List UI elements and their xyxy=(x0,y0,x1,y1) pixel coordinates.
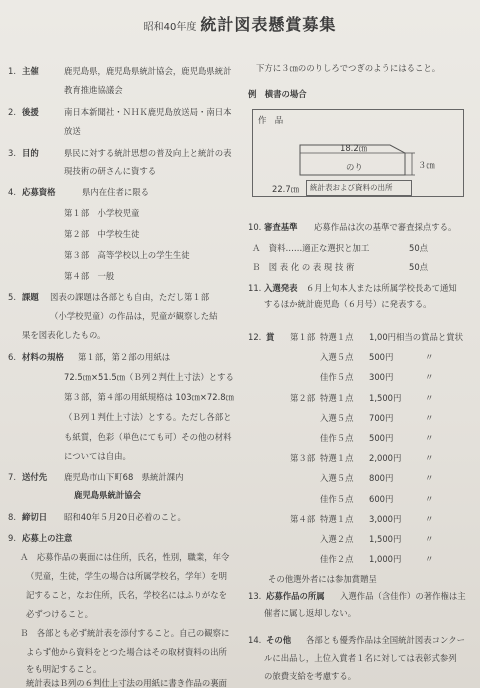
section-14-label: その他 xyxy=(266,635,292,645)
prize-division: 第３部 xyxy=(290,453,316,463)
section-14-num: 14. xyxy=(248,635,262,645)
section-4-num: 4. xyxy=(8,187,16,197)
section-4-line1: 県内在住者に限る xyxy=(82,187,149,197)
section-14-line3: の旅費支給を考慮する。 xyxy=(264,671,357,681)
section-7-line2: 鹿児島県統計協会 xyxy=(74,490,141,500)
note-b-line1: Ｂ 各部とも必ず統計表を添付すること。自己の観察に xyxy=(20,628,230,638)
section-6-line4: （Ｂ列１判仕上寸法）とする。ただし各部と xyxy=(64,412,232,422)
section-10-label: 審査基準 xyxy=(264,222,298,232)
prize-note: その他選外者には参加賞贈呈 xyxy=(268,574,377,584)
division-1: 第１部 小学校児童 xyxy=(64,208,140,218)
example-label: 例 横書の場合 xyxy=(248,89,307,99)
prize-ditto-mark: 〃 xyxy=(425,372,434,382)
prize-ditto-mark: 〃 xyxy=(425,514,434,524)
section-8-num: 8. xyxy=(8,512,16,522)
section-11-label: 入選発表 xyxy=(264,283,298,293)
section-11-line2: するほか統計鹿児島（６月号）に発表する。 xyxy=(264,299,432,309)
section-6-line1: 第１部，第２部の用紙は xyxy=(78,352,171,362)
section-6-num: 6. xyxy=(8,352,16,362)
section-2-num: 2. xyxy=(8,107,16,117)
section-6-line5: も紙質，色彩（単色にても可）その他の材料 xyxy=(64,432,232,442)
prize-grade: 特選１点 xyxy=(320,514,354,524)
prize-division: 第１部 xyxy=(290,332,316,342)
section-12-num: 12. xyxy=(248,332,262,342)
division-3: 第３部 高等学校以上の学生生徒 xyxy=(64,250,190,260)
prize-ditto-mark: 〃 xyxy=(425,473,434,483)
section-3-line2: 現技術の研さんに資する xyxy=(64,166,157,176)
prize-amount: 1,500円 xyxy=(369,534,402,544)
prize-ditto-mark: 〃 xyxy=(425,413,434,423)
section-6-line2: 72.5㎝×51.5㎝（Ｂ列２判仕上寸法）とする xyxy=(64,372,234,382)
section-9-num: 9. xyxy=(8,533,16,543)
section-13-label: 応募作品の所属 xyxy=(266,591,325,601)
prize-grade: 入選５点 xyxy=(320,352,354,362)
note-a-line1: Ａ 応募作品の裏面には住所，氏名，性別，職業，年令 xyxy=(20,552,230,562)
note-b-line3: をも明記すること。 xyxy=(26,664,102,674)
section-7-label: 送付先 xyxy=(22,472,48,482)
prize-division: 第２部 xyxy=(290,393,316,403)
section-5-line2: （小学校児童）の作品は，児童が観察した結 xyxy=(50,311,218,321)
page-title xyxy=(0,12,480,35)
prize-amount: 500円 xyxy=(369,352,394,362)
note-c-line1: 統計表はＢ列の６判仕上寸法の用紙に書き作品の裏面 xyxy=(26,678,227,688)
prize-amount: 1,00円相当の賞品と賞状 xyxy=(369,332,464,342)
section-8-line1: 昭和40年５月20日必着のこと。 xyxy=(64,512,186,522)
section-9-label: 応募上の注意 xyxy=(22,533,73,543)
section-14-line2: ルに出品し，上位入賞者１名に対しては表彰式参列 xyxy=(264,653,457,663)
section-11-num: 11. xyxy=(248,283,262,293)
section-3-line1: 県民に対する統計思想の普及向上と統計の表 xyxy=(64,148,232,158)
criteria-b-points: 50点 xyxy=(409,262,429,272)
prize-amount: 2,000円 xyxy=(369,453,402,463)
prize-amount: 800円 xyxy=(369,473,394,483)
prize-amount: 700円 xyxy=(369,413,394,423)
section-10-num: 10. xyxy=(248,222,262,232)
title-year: 昭和40年度 xyxy=(143,22,197,33)
prize-grade: 特選１点 xyxy=(320,453,354,463)
section-6-label: 材料の規格 xyxy=(22,352,64,362)
section-3-num: 3. xyxy=(8,148,16,158)
section-12-label: 賞 xyxy=(266,332,275,342)
section-6-line6: については自由。 xyxy=(64,451,131,461)
section-7-num: 7. xyxy=(8,472,16,482)
diagram-glue: のり xyxy=(346,162,363,172)
section-13-line2: 催者に属し返却しない。 xyxy=(264,608,357,618)
prize-ditto-mark: 〃 xyxy=(425,453,434,463)
section-13-num: 13. xyxy=(248,591,262,601)
section-2-label: 後援 xyxy=(22,107,39,117)
prize-grade: 特選１点 xyxy=(320,393,354,403)
prize-amount: 500円 xyxy=(369,433,394,443)
prize-grade: 特選１点 xyxy=(320,332,354,342)
section-1-num: 1. xyxy=(8,66,16,76)
section-3-label: 目的 xyxy=(22,148,39,158)
prize-ditto-mark: 〃 xyxy=(425,494,434,504)
section-1-line1: 鹿児島県，鹿児島県統計協会，鹿児島県統計 xyxy=(64,66,232,76)
right-top-line: 下方に３㎝ののりしろでつぎのようにはること。 xyxy=(256,63,441,73)
title-main: 統計図表懸賞募集 xyxy=(200,15,337,34)
section-8-label: 締切日 xyxy=(22,512,48,522)
prize-amount: 1,500円 xyxy=(369,393,402,403)
section-5-num: 5. xyxy=(8,292,16,302)
section-5-line1: 図表の課題は各部とも自由，ただし第１部 xyxy=(50,292,210,302)
prize-amount: 3,000円 xyxy=(369,514,402,524)
prize-grade: 入選２点 xyxy=(320,534,354,544)
section-5-line3: 果を図表化したもの。 xyxy=(22,330,106,340)
diagram-table-width: 22.7㎝ xyxy=(272,184,300,194)
section-1-label: 主催 xyxy=(22,66,39,76)
criteria-a-points: 50点 xyxy=(409,243,429,253)
prize-ditto-mark: 〃 xyxy=(425,393,434,403)
prize-amount: 300円 xyxy=(369,372,394,382)
note-a-line2: （児童，生徒，学生の場合は所属学校名，学年）を明 xyxy=(26,571,227,581)
prize-grade: 佳作５点 xyxy=(320,372,354,382)
prize-grade: 佳作２点 xyxy=(320,554,354,564)
section-10-line1: 応募作品は次の基準で審査採点する。 xyxy=(314,222,457,232)
section-4-label: 応募資格 xyxy=(22,187,56,197)
prize-amount: 600円 xyxy=(369,494,394,504)
prize-division: 第４部 xyxy=(290,514,316,524)
prize-grade: 入選５点 xyxy=(320,473,354,483)
section-6-line3: 第３部，第４部の用紙規格は 103㎝×72.8㎝ xyxy=(64,392,234,402)
prize-amount: 1,000円 xyxy=(369,554,402,564)
prize-ditto-mark: 〃 xyxy=(425,534,434,544)
criteria-b: Ｂ 図 表 化 の 表 現 技 術 xyxy=(252,262,355,272)
section-11-line1: ６月上旬本人または所属学校長あて通知 xyxy=(306,283,457,293)
division-4: 第４部 一般 xyxy=(64,271,115,281)
section-14-line1: 各部とも優秀作品は全国統計図表コンクー xyxy=(306,635,465,645)
section-1-line2: 教育推進協議会 xyxy=(64,85,123,95)
prize-grade: 入選５点 xyxy=(320,413,354,423)
diagram-work-label: 作 品 xyxy=(258,115,284,125)
section-5-label: 課題 xyxy=(22,292,39,302)
division-2: 第２部 中学校生徒 xyxy=(64,229,140,239)
prize-ditto-mark: 〃 xyxy=(425,433,434,443)
section-2-line2: 放送 xyxy=(64,126,81,136)
section-13-line1: 入選作品（含佳作）の著作権は主 xyxy=(340,591,466,601)
note-b-line2: よらず他から資料をとつた場合はその取材資料の出所 xyxy=(26,647,227,657)
prize-ditto-mark: 〃 xyxy=(425,554,434,564)
section-2-line1: 南日本新聞社・ＮＨＫ鹿児島放送局・南日本 xyxy=(64,107,232,117)
diagram-height: ３㎝ xyxy=(418,160,435,170)
criteria-a: Ａ 資料……適正な選択と加工 xyxy=(252,243,370,253)
prize-grade: 佳作５点 xyxy=(320,433,354,443)
note-a-line3: 記すること，なお住所，氏名，学校名にはふりがなを xyxy=(26,590,227,600)
section-7-line1: 鹿児島市山下町68 県統計課内 xyxy=(64,472,184,482)
diagram-table-label: 統計表および資料の出所 xyxy=(310,183,393,192)
prize-ditto-mark: 〃 xyxy=(425,352,434,362)
note-a-line4: 必ずつけること。 xyxy=(26,609,93,619)
diagram-width: 18.2㎝ xyxy=(340,143,368,153)
prize-grade: 佳作５点 xyxy=(320,494,354,504)
